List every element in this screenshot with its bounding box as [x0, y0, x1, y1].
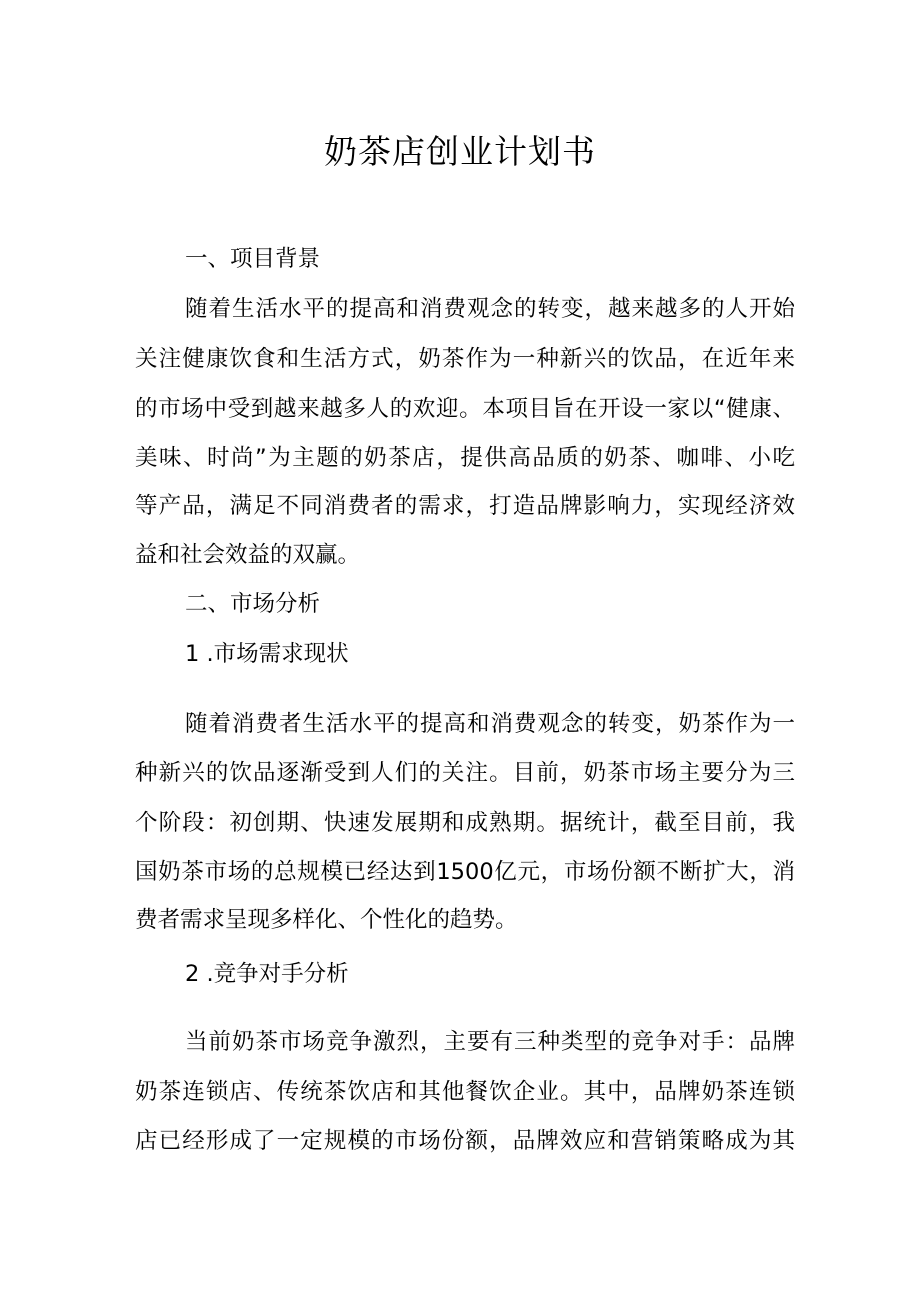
section-heading-market-analysis: 二、市场分析 [185, 591, 321, 617]
paragraph-line: 随着消费者生活水平的提高和消费观念的转变，奶茶作为一 [185, 711, 795, 737]
paragraph-line: 随着生活水平的提高和消费观念的转变，越来越多的人开始 [185, 296, 795, 322]
paragraph-line: 当前奶茶市场竞争激烈，主要有三种类型的竞争对手：品牌 [185, 1029, 795, 1055]
paragraph-line: 种新兴的饮品逐渐受到人们的关注。目前，奶茶市场主要分为三 [135, 760, 795, 786]
paragraph-line: 个阶段：初创期、快速发展期和成熟期。据统计，截至目前，我 [135, 810, 795, 836]
paragraph-line: 奶茶连锁店、传统茶饮店和其他餐饮企业。其中，品牌奶茶连锁 [135, 1079, 795, 1105]
paragraph-line: 店已经形成了一定规模的市场份额，品牌效应和营销策略成为其 [135, 1128, 795, 1154]
paragraph-line: 美味、时尚”为主题的奶茶店，提供高品质的奶茶、咖啡、小吃 [135, 445, 795, 471]
document-title: 奶茶店创业计划书 [324, 132, 596, 171]
paragraph-line: 国奶茶市场的总规模已经达到1500亿元，市场份额不断扩大，消 [135, 859, 795, 885]
subsection-heading-competitor-analysis: 2 .竞争对手分析 [185, 961, 349, 987]
paragraph-line: 的市场中受到越来越多人的欢迎。本项目旨在开设一家以“健康、 [135, 396, 795, 422]
paragraph-line: 关注健康饮食和生活方式，奶茶作为一种新兴的饮品，在近年来 [135, 346, 795, 372]
paragraph-line: 费者需求呈现多样化、个性化的趋势。 [135, 907, 518, 933]
subsection-heading-market-demand: 1 .市场需求现状 [185, 641, 349, 667]
paragraph-line: 益和社会效益的双赢。 [135, 542, 361, 568]
paragraph-line: 等产品，满足不同消费者的需求，打造品牌影响力，实现经济效 [135, 493, 795, 519]
section-heading-project-background: 一、项目背景 [185, 246, 321, 272]
